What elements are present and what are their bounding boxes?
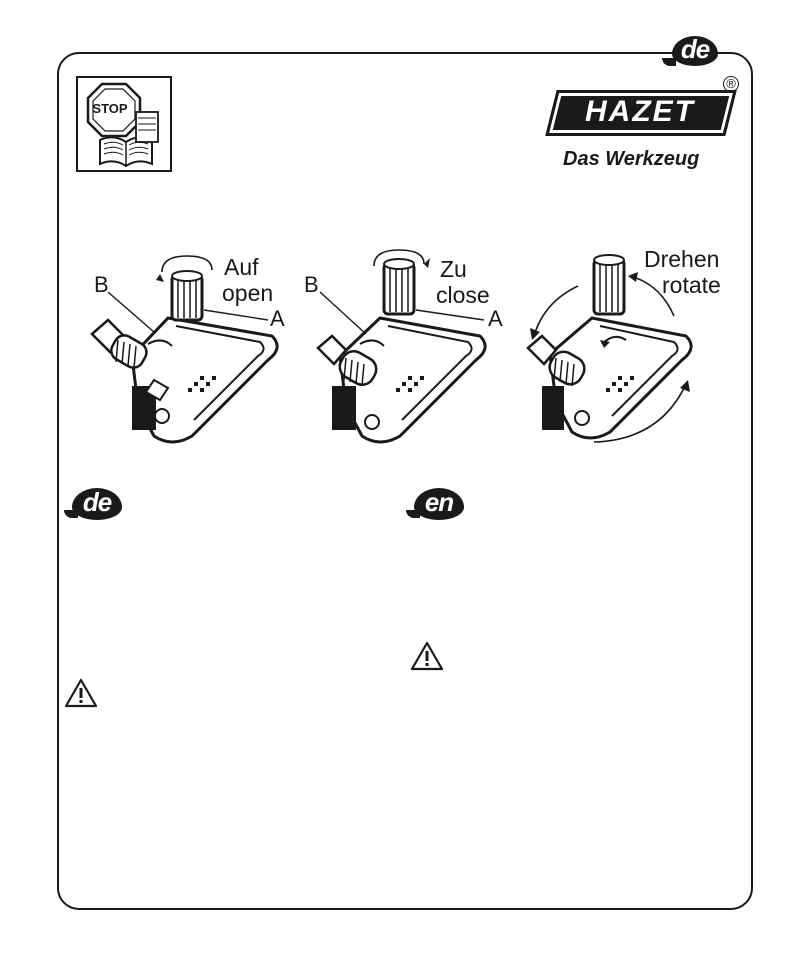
figure-rotate (520, 236, 760, 452)
figure-rotate-word-rotate: rotate (662, 272, 721, 298)
figure-close (290, 236, 530, 452)
logo-tagline: Das Werkzeug (563, 148, 700, 170)
stop-book-icon (78, 78, 170, 170)
figure-open-word-open: open (222, 280, 274, 306)
figure-open-word-auf: Auf (224, 254, 259, 280)
figure-open (72, 236, 312, 452)
language-tab-de-top (672, 33, 718, 66)
figure-open-label-a: A (270, 306, 285, 331)
warning-triangle-icon (64, 678, 98, 708)
stop-icon-text: STOP (92, 101, 128, 116)
tool-open-illustration (72, 236, 312, 452)
page-frame (57, 52, 753, 910)
figure-open-label-b: B (94, 272, 109, 297)
figure-close-word-zu: Zu (440, 256, 467, 282)
figure-close-word-close: close (436, 282, 490, 308)
section-tab-en-label: en (424, 486, 454, 517)
section-tab-en (414, 488, 464, 520)
warning-triangle-icon (410, 641, 444, 671)
section-tab-de (72, 488, 122, 520)
language-tab-label: de (680, 33, 710, 64)
figure-close-label-a: A (488, 306, 503, 331)
stop-read-manual-icon (76, 76, 172, 172)
registered-mark: ® (723, 76, 739, 92)
hazet-logo (545, 78, 740, 174)
section-tab-de-label: de (82, 486, 112, 517)
tool-rotate-illustration (520, 236, 760, 452)
figure-rotate-word-drehen: Drehen (644, 246, 720, 272)
figure-close-label-b: B (304, 272, 319, 297)
logo-brand-text: HAZET (585, 95, 695, 128)
tool-close-illustration (290, 236, 530, 452)
